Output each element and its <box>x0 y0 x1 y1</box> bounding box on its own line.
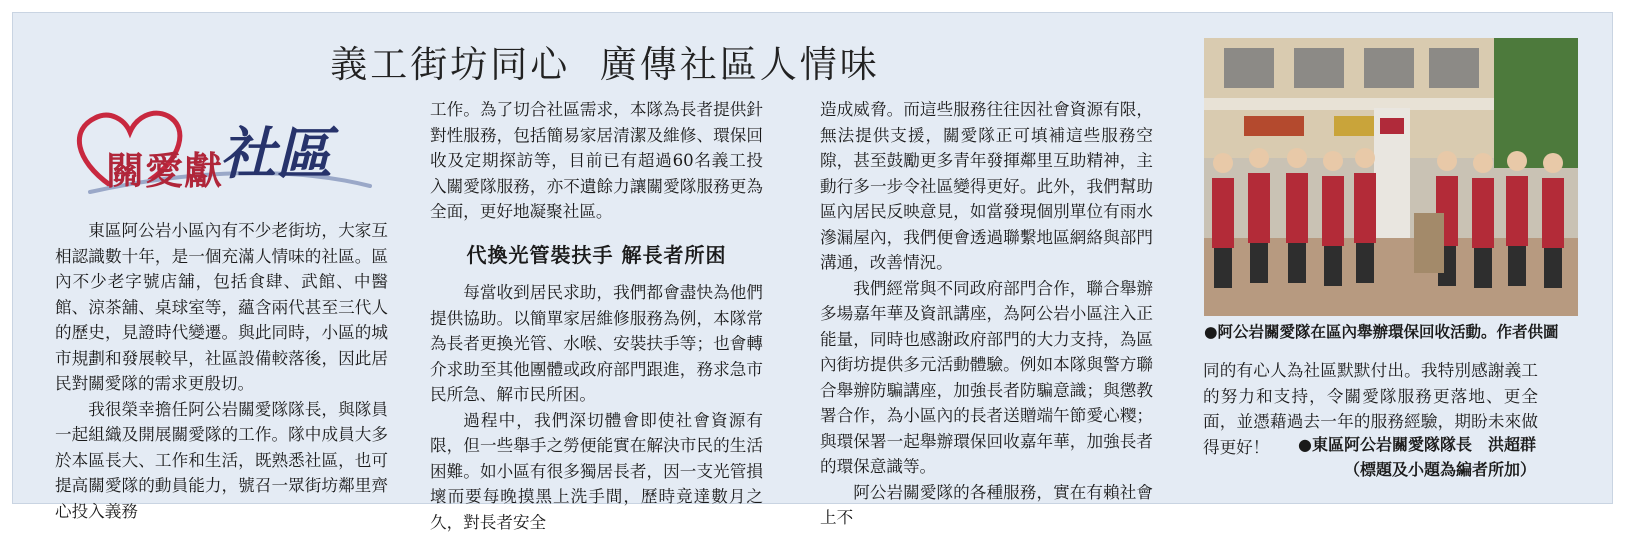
byline <box>1298 432 1536 482</box>
column-logo-small: 關愛獻 <box>106 140 223 195</box>
text-column-1 <box>55 218 388 524</box>
subheading: 代換光管裝扶手 解長者所困 <box>430 243 763 269</box>
paragraph: 東區阿公岩小區內有不少老街坊，大家互相認識數十年，是一個充滿人情味的社區。區內不少老字號店舖，包括食肆、武館、中醫館、涼茶舖、桌球室等，蘊含兩代甚至三代人的歷史，見證時代變遷。與此同時，小區的城市規劃和發展較早，社區設備較落後，因此居民對關愛隊的需求更殷切。 <box>55 218 388 397</box>
text-column-2 <box>430 97 763 535</box>
paragraph: 我很榮幸擔任阿公岩關愛隊隊長，與隊員一起組織及開展關愛隊的工作。隊中成員大多於本區長大、工作和生活，既熟悉社區，也可提高關愛隊的動員能力，號召一眾街坊鄰里齊心投入義務 <box>55 397 388 525</box>
column-logo-big: 社區 <box>220 110 332 190</box>
paragraph: 工作。為了切合社區需求，本隊為長者提供針對性服務，包括簡易家居清潔及維修、環保回收及定期探訪等，目前已有超過60名義工投入關愛隊服務，亦不遺餘力讓關愛隊服務更為全面，更好地凝聚社區。 <box>430 97 763 225</box>
article-photo <box>1204 38 1578 316</box>
group-photo-image <box>1204 38 1578 316</box>
paragraph: 同的有心人為社區默默付出。我特別感謝義工的努力和支持，令關愛隊服務更落地、更全面，並憑藉過去一年的服務經驗，期盼未來做得更好！ <box>1203 358 1538 460</box>
author-signature: ●東區阿公岩關愛隊隊長 洪超群 <box>1298 432 1536 457</box>
text-column-3 <box>820 97 1153 531</box>
paragraph: 每當收到居民求助，我們都會盡快為他們提供協助。以簡單家居維修服務為例，本隊常為長者更換光管、水喉、安裝扶手等；也會轉介求助至其他團體或政府部門跟進，務求急市民所急、解市民所困。 <box>430 280 763 408</box>
paragraph: 過程中，我們深切體會即使社會資源有限，但一些舉手之勞便能實在解決市民的生活困難。如小區有很多獨居長者，因一支光管損壞而要每晚摸黑上洗手間，歷時竟達數月之久，對長者安全 <box>430 408 763 535</box>
editor-note: （標題及小題為編者所加） <box>1298 457 1536 482</box>
paragraph: 造成威脅。而這些服務往往因社會資源有限，無法提供支援，關愛隊正可填補這些服務空隙，甚至鼓勵更多青年發揮鄰里互助精神，主動行多一步令社區變得更好。此外，我們幫助區內居民反映意見，如當發現個別單位有雨水滲漏屋內，我們便會透過聯繫地區網絡與部門溝通，改善情況。 <box>820 97 1153 276</box>
article-headline: 義工街坊同心 廣傳社區人情味 <box>0 34 1210 88</box>
column-logo <box>70 100 390 200</box>
paragraph: 阿公岩關愛隊的各種服務，實在有賴社會上不 <box>820 480 1153 531</box>
paragraph: 我們經常與不同政府部門合作，聯合舉辦多場嘉年華及資訊講座，為阿公岩小區注入正能量，同時也感謝政府部門的大力支持，為區內街坊提供多元活動體驗。例如本隊與警方聯合舉辦防騙講座，加強長者防騙意識；與懲教署合作，為小區內的長者送贈端午節愛心糭；與環保署一起舉辦環保回收嘉年華，加強長者的環保意識等。 <box>820 276 1153 480</box>
photo-caption: ●阿公岩關愛隊在區內舉辦環保回收活動。作者供圖 <box>1204 320 1578 342</box>
